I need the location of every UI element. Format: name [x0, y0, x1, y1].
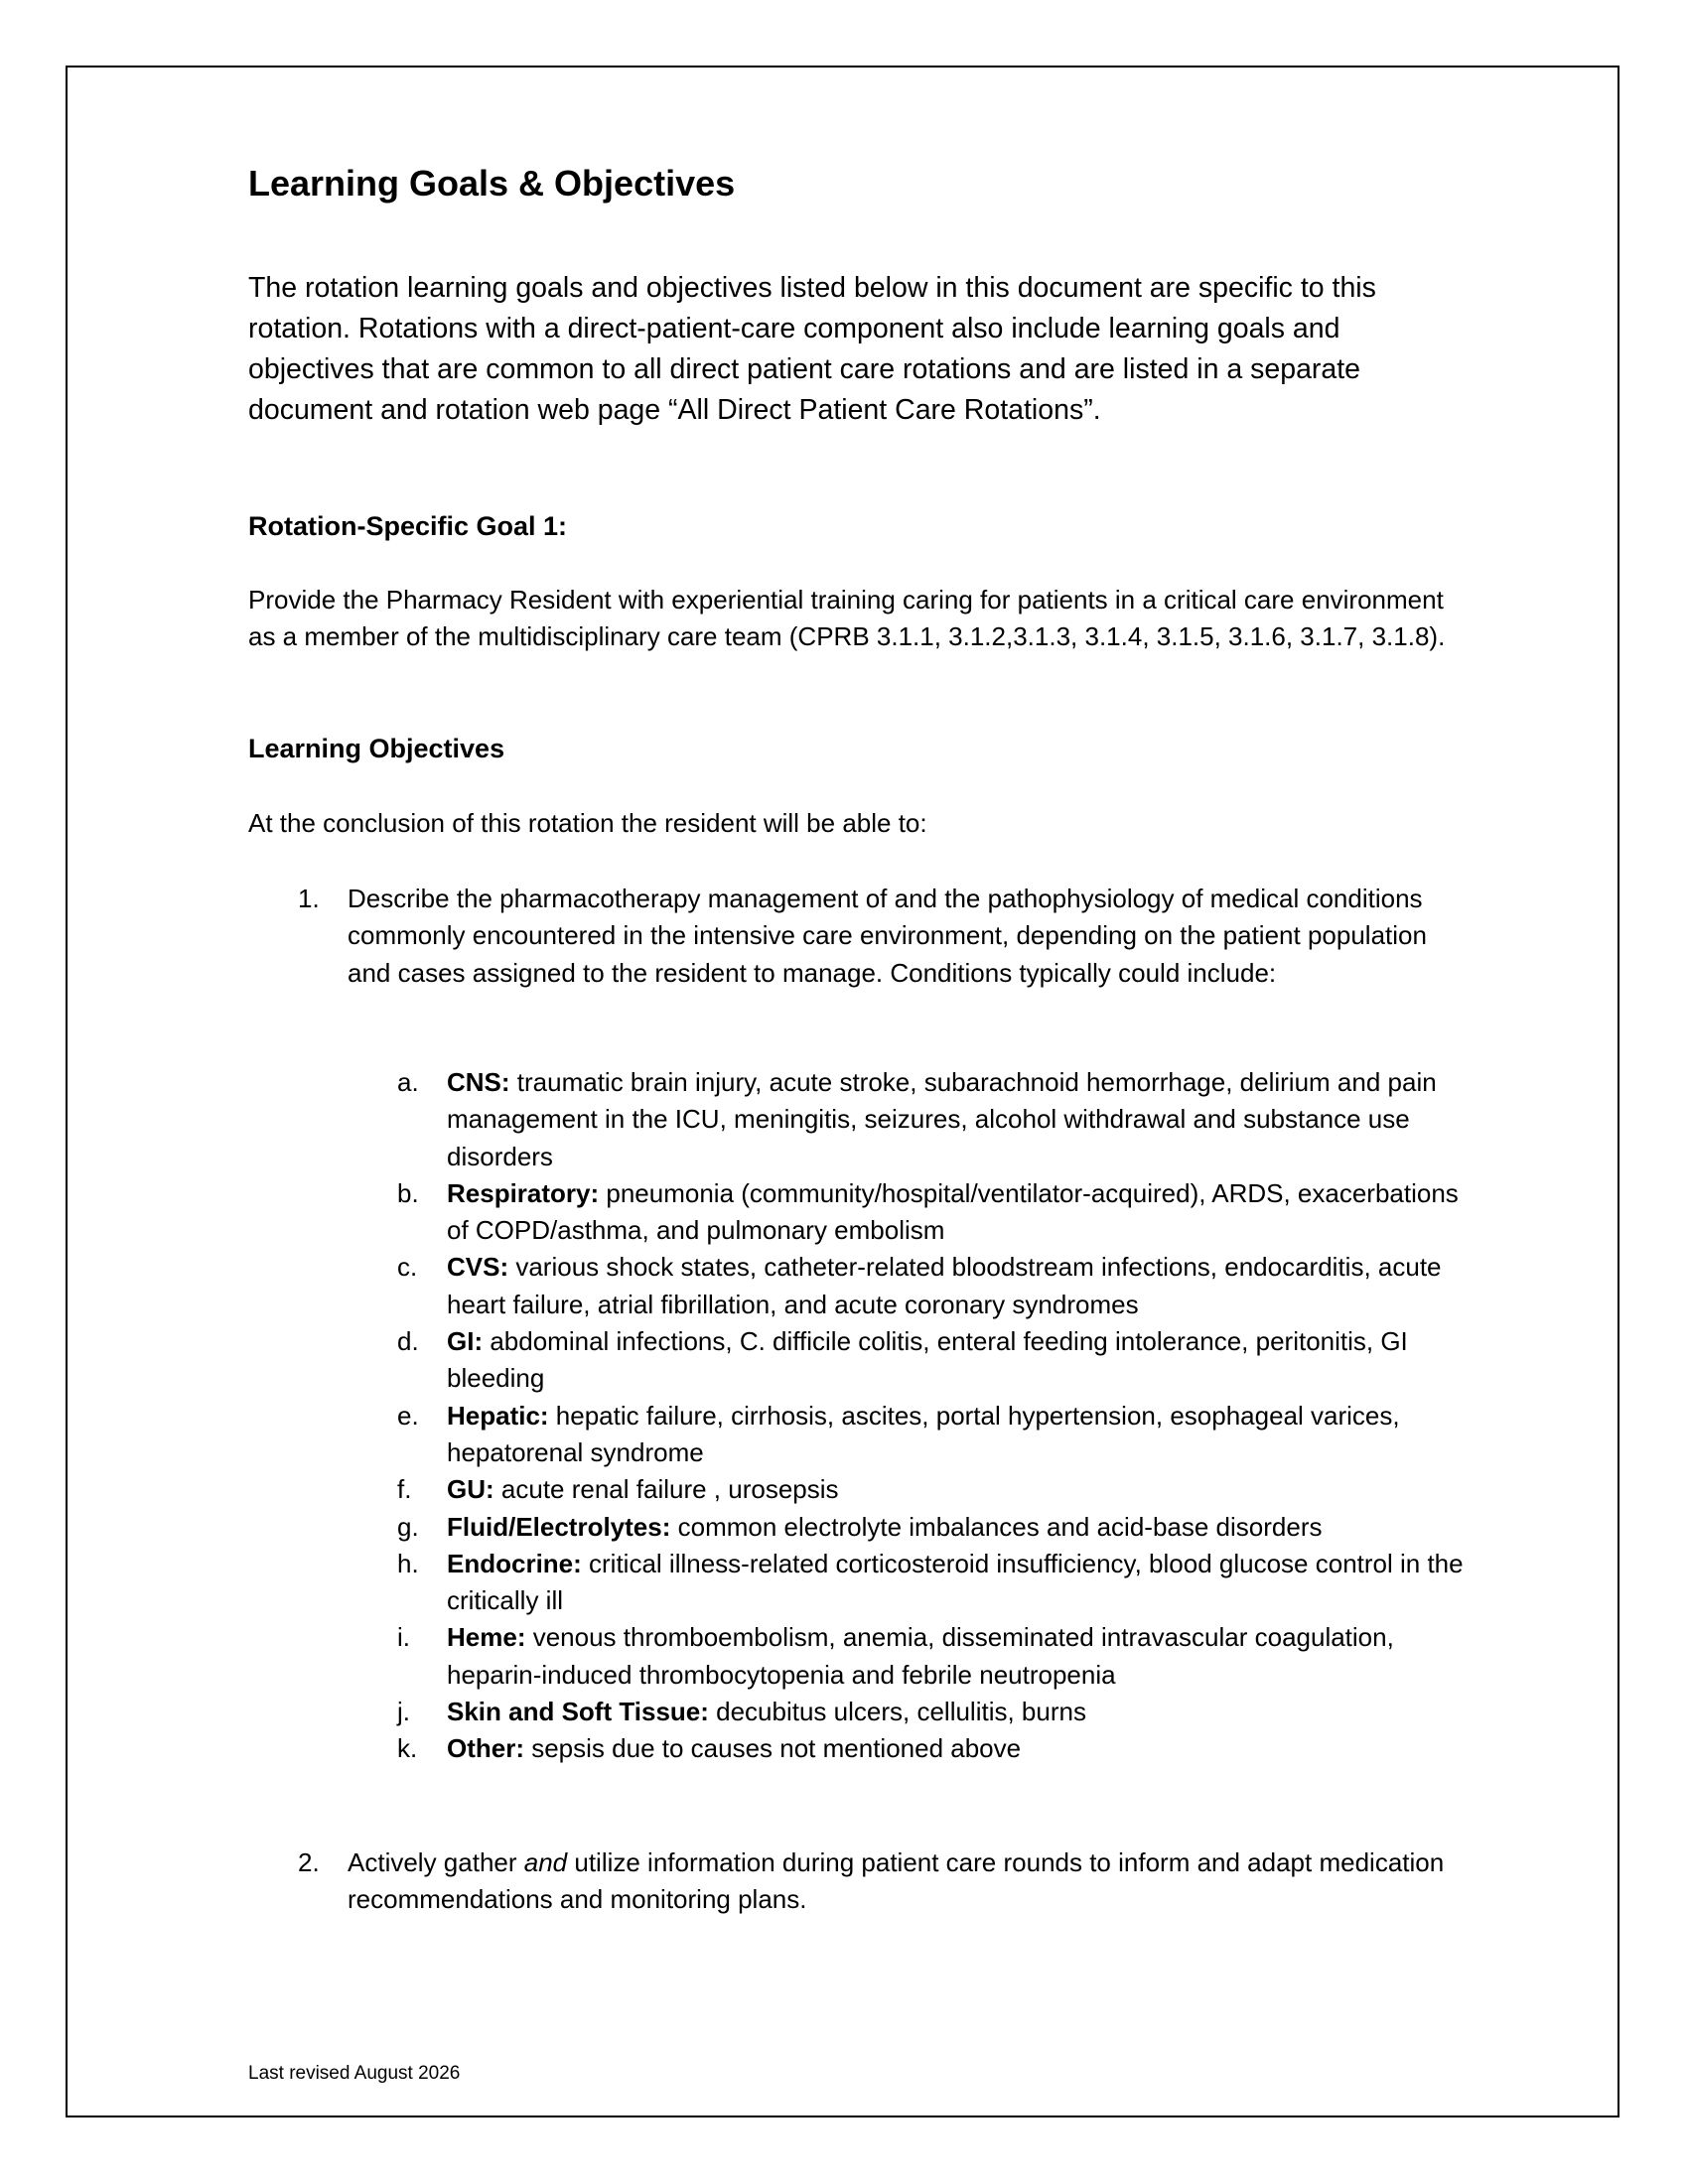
- condition-text: various shock states, catheter-related bloodstream infections, endocarditis, acute heart failure, atrial fibrillation, and acute coronary syndromes: [447, 1252, 1442, 1319]
- condition-item: [248, 1546, 1470, 1620]
- condition-letter: i.: [397, 1622, 410, 1653]
- condition-letter: j.: [397, 1697, 410, 1727]
- condition-item: [248, 1730, 1470, 1767]
- condition-item: [248, 1471, 1470, 1508]
- condition-item: [248, 1619, 1470, 1694]
- condition-letter: h.: [397, 1548, 419, 1578]
- condition-label: GU:: [447, 1474, 494, 1505]
- condition-item: [248, 1509, 1470, 1546]
- revision-footer: Last revised August 2026: [248, 2063, 461, 2084]
- condition-item: [248, 1064, 1470, 1175]
- condition-text: acute renal failure , urosepsis: [493, 1474, 839, 1505]
- condition-item: [248, 1398, 1470, 1472]
- condition-letter: g.: [397, 1511, 419, 1542]
- objective-text: Actively gather and utilize information during patient care rounds to inform and adapt medication recommendations and monitoring plans.: [348, 1847, 1445, 1915]
- condition-label: Other:: [447, 1733, 524, 1764]
- condition-letter: e.: [397, 1400, 419, 1431]
- goal-description: Provide the Pharmacy Resident with experiential training caring for patients in a critical care environment as a member of the multidisciplinary care team (CPRB 3.1.1, 3.1.2,3.1.3, 3.1.4, 3.1.5, 3.1.6, 3.1.7, 3.1.8).: [248, 585, 1446, 651]
- objectives-heading: Learning Objectives: [248, 734, 505, 763]
- condition-letter: c.: [397, 1252, 418, 1283]
- condition-text: pneumonia (community/hospital/ventilator-acquired), ARDS, exacerbations of COPD/asthma, and pulmonary embolism: [447, 1177, 1459, 1246]
- condition-label: CNS:: [447, 1067, 510, 1097]
- condition-label: Endocrine:: [447, 1548, 582, 1578]
- objective-text: Describe the pharmacotherapy management of and the pathophysiology of medical conditions commonly encountered in the intensive care environment, depending on the patient population and cases assigned to the resident to manage. Conditions typically could include:: [348, 884, 1427, 988]
- condition-label: Respiratory:: [447, 1177, 600, 1208]
- emphasis-text: and: [523, 1847, 568, 1877]
- condition-label: CVS:: [447, 1252, 509, 1283]
- objective-number: 1.: [298, 884, 320, 913]
- condition-label: Skin and Soft Tissue:: [447, 1697, 709, 1727]
- condition-label: GI:: [447, 1326, 484, 1357]
- condition-label: Hepatic:: [447, 1400, 549, 1431]
- objectives-lead: At the conclusion of this rotation the resident will be able to:: [248, 808, 927, 838]
- condition-text: hepatic failure, cirrhosis, ascites, portal hypertension, esophageal varices, hepatorenal syndrome: [447, 1400, 1400, 1467]
- condition-letter: d.: [397, 1326, 419, 1357]
- condition-item: [248, 1249, 1470, 1323]
- page-title: Learning Goals & Objectives: [248, 163, 736, 204]
- conditions-list: [248, 1064, 1470, 1768]
- condition-text: critical illness-related corticosteroid insufficiency, blood glucose control in the critically ill: [447, 1548, 1464, 1616]
- condition-item: [248, 1694, 1470, 1730]
- condition-label: Heme:: [447, 1622, 526, 1653]
- condition-letter: b.: [397, 1177, 419, 1208]
- condition-text: abdominal infections, C. difficile colitis, enteral feeding intolerance, peritonitis, GI bleeding: [447, 1326, 1408, 1394]
- condition-letter: k.: [397, 1733, 418, 1764]
- objective-number: 2.: [298, 1847, 320, 1877]
- condition-label: Fluid/Electrolytes:: [447, 1511, 671, 1542]
- condition-item: [248, 1175, 1470, 1250]
- condition-text: decubitus ulcers, cellulitis, burns: [708, 1697, 1086, 1727]
- condition-text: common electrolyte imbalances and acid-base disorders: [670, 1511, 1323, 1542]
- condition-text: venous thromboembolism, anemia, disseminated intravascular coagulation, heparin-induced thrombocytopenia and febrile neutropenia: [447, 1622, 1394, 1690]
- goal-heading: Rotation-Specific Goal 1:: [248, 511, 568, 541]
- condition-letter: f.: [397, 1474, 412, 1505]
- condition-item: [248, 1323, 1470, 1398]
- condition-text: traumatic brain injury, acute stroke, subarachnoid hemorrhage, delirium and pain management in the ICU, meningitis, seizures, alcohol withdrawal and substance use disorders: [447, 1067, 1437, 1171]
- condition-text: sepsis due to causes not mentioned above: [524, 1733, 1022, 1764]
- condition-letter: a.: [397, 1067, 419, 1097]
- intro-paragraph: The rotation learning goals and objectives listed below in this document are specific to this rotation. Rotations with a direct-patient-care component also include learning goals and objectives that are common to all direct patient care rotations and are listed in a separate document and rotation web page “All Direct Patient Care Rotations”.: [248, 272, 1376, 426]
